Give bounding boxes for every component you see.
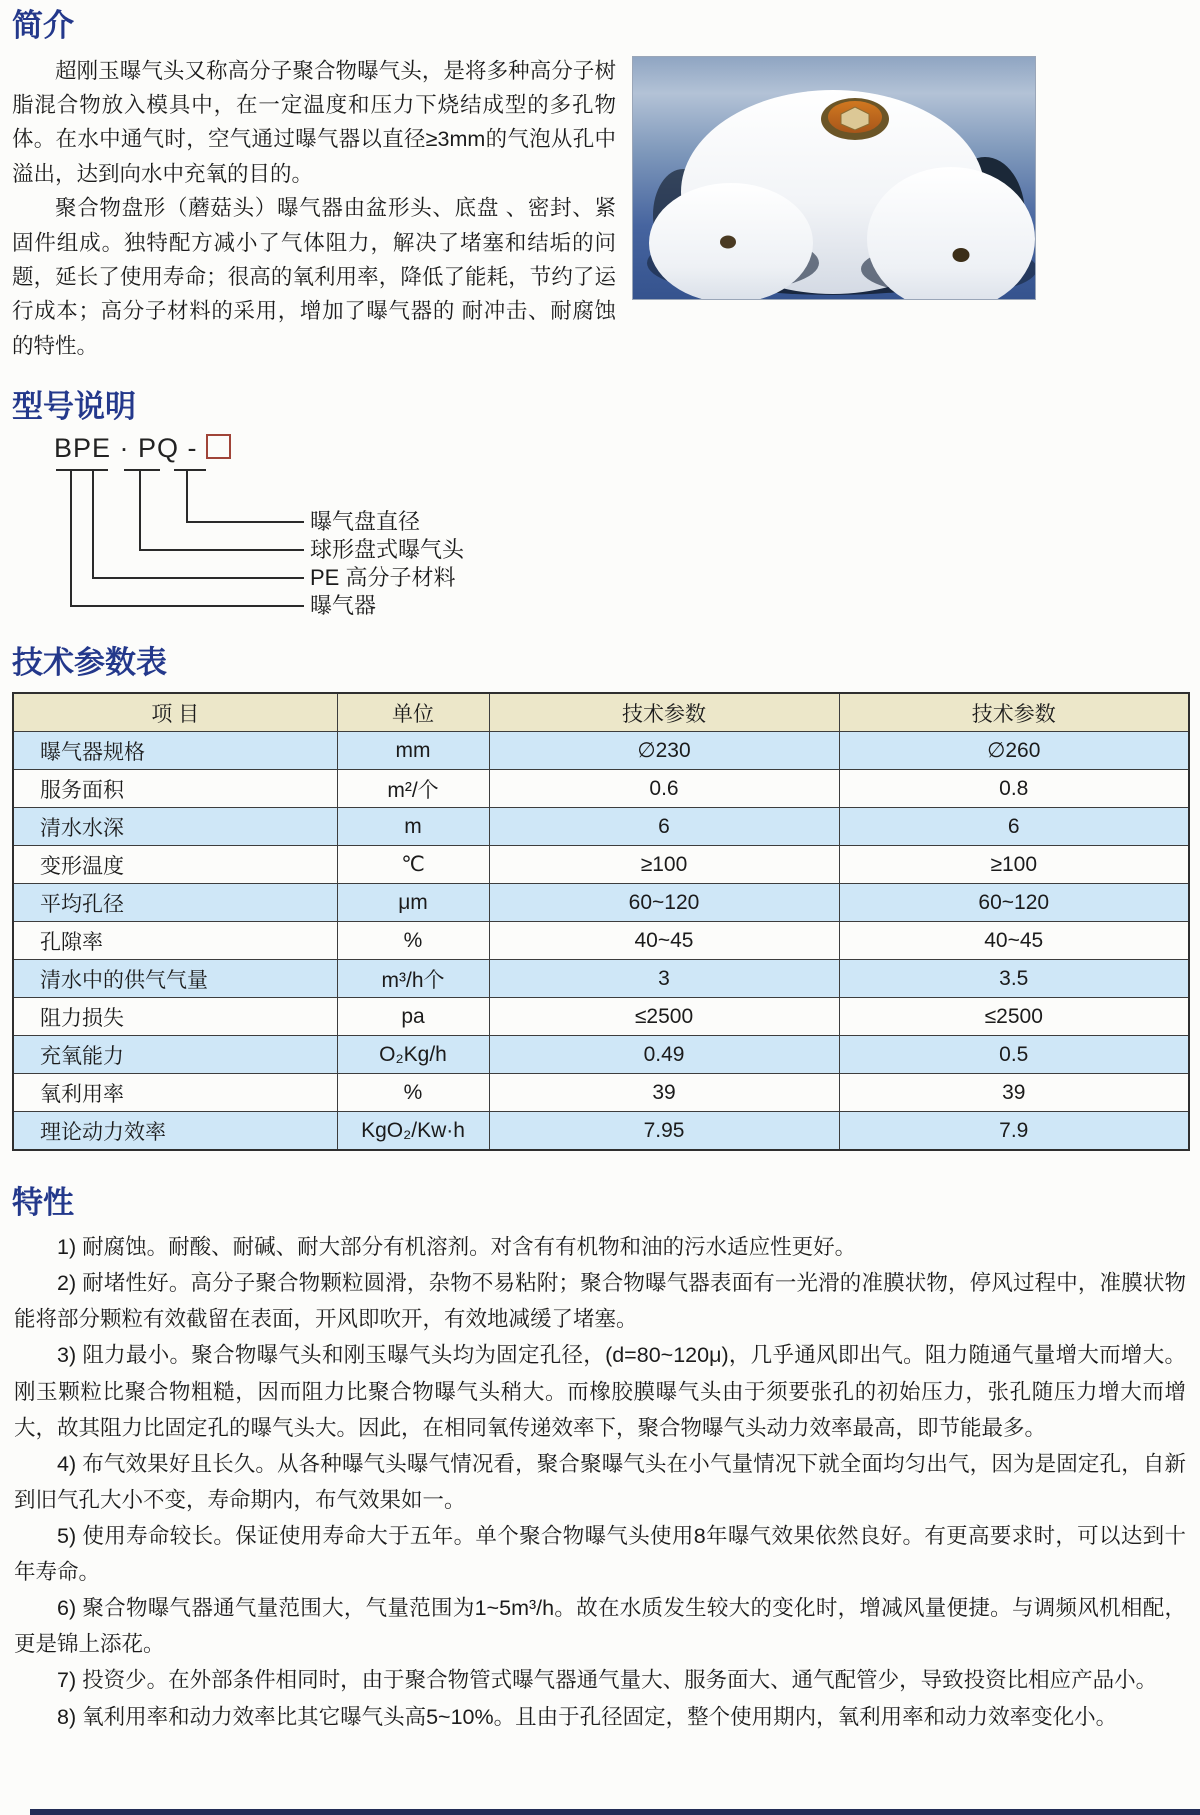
- table-cell: 平均孔径: [13, 884, 337, 922]
- diagram-connector: [70, 471, 304, 607]
- table-row: [13, 1074, 1189, 1112]
- table-cell: KgO₂/Kw·h: [337, 1112, 489, 1151]
- model-label-aerator: 曝气器: [310, 592, 377, 618]
- table-cell: 清水中的供气气量: [13, 960, 337, 998]
- table-cell: %: [337, 1074, 489, 1112]
- table-cell: 孔隙率: [13, 922, 337, 960]
- table-row: [13, 998, 1189, 1036]
- spec-table: [12, 692, 1190, 1151]
- model-label-spherical-disc-head: 球形盘式曝气头: [310, 536, 465, 562]
- table-cell: 39: [839, 1074, 1189, 1112]
- table-cell: 3: [489, 960, 839, 998]
- table-cell: m³/h个: [337, 960, 489, 998]
- features-list: [14, 1229, 1186, 1735]
- table-cell: ∅260: [839, 732, 1189, 770]
- table-section-heading: 技术参数表: [12, 644, 167, 680]
- feature-item-1: 1) 耐腐蚀。耐酸、耐碱、耐大部分有机溶剂。对含有有机物和油的污水适应性更好。: [57, 1235, 857, 1260]
- table-cell: mm: [337, 732, 489, 770]
- table-cell: O₂Kg/h: [337, 1036, 489, 1074]
- intro-section-heading: 简介: [12, 8, 74, 43]
- col-header-unit: 单位: [337, 693, 489, 732]
- table-cell: 氧利用率: [13, 1074, 337, 1112]
- table-row: [13, 922, 1189, 960]
- table-cell: 6: [839, 808, 1189, 846]
- table-cell: ≥100: [839, 846, 1189, 884]
- table-cell: 6: [489, 808, 839, 846]
- model-code-diagram: [12, 431, 1200, 629]
- table-row: [13, 1112, 1189, 1151]
- table-cell: ≤2500: [839, 998, 1189, 1036]
- feature-item-3: 3) 阻力最小。聚合物曝气头和刚玉曝气头均为固定孔径，(d=80~120μ)，几乎通风即出气。阻力随通气量增大而增大。刚玉颗粒比聚合物粗糙，因而阻力比聚合物曝气头稍大。而橡胶膜曝气头由于须要张孔的初始压力，张孔随压力增大而增大，故其阻力比固定孔的曝气头大。因此，在相同氧传递效率下，聚合物曝气头动力效率最高，即节能最多。: [14, 1343, 1186, 1440]
- table-header-row: [13, 693, 1189, 732]
- page-bottom-rule: [30, 1809, 1200, 1815]
- feature-item-8: 8) 氧利用率和动力效率比其它曝气头高5~10%。且由于孔径固定，整个使用期内，氧利用率和动力效率变化小。: [57, 1704, 1118, 1729]
- feature-item-7: 7) 投资少。在外部条件相同时，由于聚合物管式曝气器通气量大、服务面大、通气配管少，导致投资比相应产品小。: [57, 1668, 1158, 1693]
- model-section-heading: 型号说明: [12, 389, 136, 425]
- model-code: [54, 433, 231, 464]
- model-label-pe-material: PE 高分子材料: [310, 564, 456, 590]
- table-cell: 7.95: [489, 1112, 839, 1151]
- table-cell: 清水水深: [13, 808, 337, 846]
- table-row: [13, 884, 1189, 922]
- table-cell: ℃: [337, 846, 489, 884]
- table-cell: ∅230: [489, 732, 839, 770]
- table-row: [13, 808, 1189, 846]
- intro-text: [12, 54, 616, 364]
- model-label-disc-diameter: 曝气盘直径: [310, 508, 421, 534]
- table-cell: %: [337, 922, 489, 960]
- feature-item-6: 6) 聚合物曝气器通气量范围大，气量范围为1~5m³/h。故在水质发生较大的变化时，增减风量便捷。与调频风机相配，更是锦上添花。: [14, 1596, 1186, 1657]
- table-cell: 充氧能力: [13, 1036, 337, 1074]
- table-cell: 0.49: [489, 1036, 839, 1074]
- aerator-product-image: [633, 57, 1035, 299]
- table-cell: ≤2500: [489, 998, 839, 1036]
- table-cell: 60~120: [839, 884, 1189, 922]
- table-row: [13, 770, 1189, 808]
- model-code-text: BPE · PQ -: [54, 432, 198, 463]
- table-cell: 3.5: [839, 960, 1189, 998]
- table-cell: 0.5: [839, 1036, 1189, 1074]
- features-section-heading: 特性: [12, 1185, 74, 1221]
- intro-row: [12, 54, 1188, 364]
- intro-paragraph-1: 超刚玉曝气头又称高分子聚合物曝气头，是将多种高分子树脂混合物放入模具中，在一定温度和压力下烧结成型的多孔物体。在水中通气时，空气通过曝气器以直径≥3mm的气泡从孔中溢出，达到向水中充氧的目的。: [12, 58, 616, 186]
- table-cell: 曝气器规格: [13, 732, 337, 770]
- table-cell: 理论动力效率: [13, 1112, 337, 1151]
- table-cell: 0.8: [839, 770, 1189, 808]
- table-cell: 阻力损失: [13, 998, 337, 1036]
- table-cell: 40~45: [839, 922, 1189, 960]
- table-cell: 39: [489, 1074, 839, 1112]
- col-header-param-1: 技术参数: [489, 693, 839, 732]
- table-row: [13, 846, 1189, 884]
- table-row: [13, 732, 1189, 770]
- col-header-param-2: 技术参数: [839, 693, 1189, 732]
- product-photo: [632, 56, 1036, 300]
- table-cell: ≥100: [489, 846, 839, 884]
- col-header-item: 项 目: [13, 693, 337, 732]
- table-row: [13, 960, 1189, 998]
- model-code-size-box: [206, 434, 231, 459]
- feature-item-4: 4) 布气效果好且长久。从各种曝气头曝气情况看，聚合聚曝气头在小气量情况下就全面均匀出气，因为是固定孔，自新到旧气孔大小不变，寿命期内，布气效果如一。: [14, 1451, 1186, 1512]
- feature-item-2: 2) 耐堵性好。高分子聚合物颗粒圆滑，杂物不易粘附；聚合物曝气器表面有一光滑的准膜状物，停风过程中，准膜状物能将部分颗粒有效截留在表面，开风即吹开，有效地减缓了堵塞。: [14, 1271, 1186, 1332]
- intro-paragraph-2: 聚合物盘形（蘑菇头）曝气器由盆形头、底盘 、密封、紧固件组成。独特配方减小了气体阻力，解决了堵塞和结垢的问题，延长了使用寿命；很高的氧利用率，降低了能耗，节约了运行成本；高分子材料的采用，增加了曝气器的 耐冲击、耐腐蚀的特性。: [12, 196, 616, 358]
- table-cell: pa: [337, 998, 489, 1036]
- table-cell: m²/个: [337, 770, 489, 808]
- table-cell: 60~120: [489, 884, 839, 922]
- feature-item-5: 5) 使用寿命较长。保证使用寿命大于五年。单个聚合物曝气头使用8年曝气效果依然良好。有更高要求时，可以达到十年寿命。: [14, 1523, 1186, 1585]
- table-cell: μm: [337, 884, 489, 922]
- table-cell: 服务面积: [13, 770, 337, 808]
- table-cell: 7.9: [839, 1112, 1189, 1151]
- table-row: [13, 1036, 1189, 1074]
- table-cell: 40~45: [489, 922, 839, 960]
- table-cell: 变形温度: [13, 846, 337, 884]
- table-cell: 0.6: [489, 770, 839, 808]
- table-cell: m: [337, 808, 489, 846]
